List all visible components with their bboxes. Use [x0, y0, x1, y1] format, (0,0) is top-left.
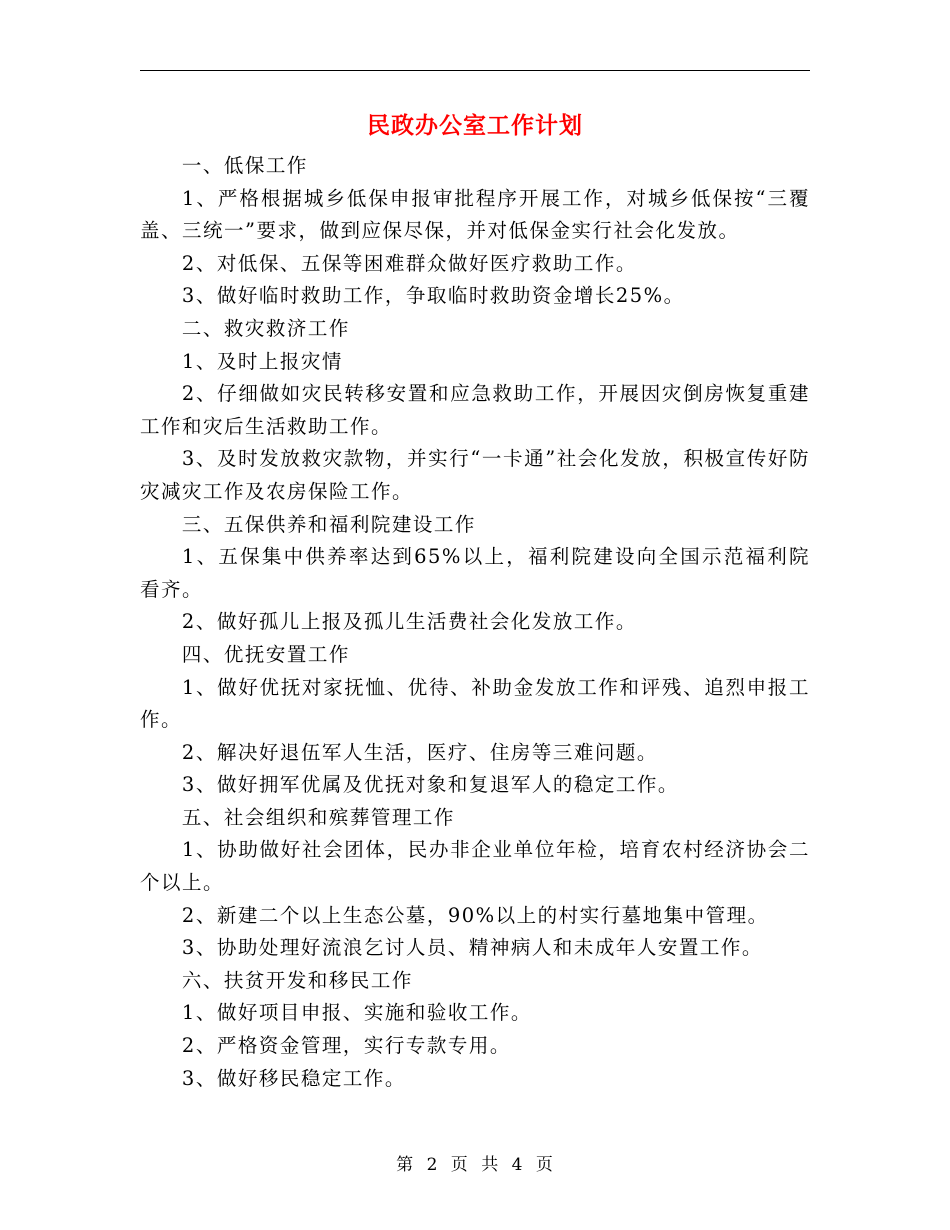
- document-title: 民政办公室工作计划: [367, 112, 583, 139]
- paragraph: 2、对低保、五保等困难群众做好医疗救助工作。: [181, 251, 637, 275]
- paragraph: 2、仔细做如灾民转移安置和应急救助工作，开展因灾倒房恢复重建工作和灾后生活救助工作。: [140, 382, 810, 438]
- section-heading-welfare-home: 三、五保供养和福利院建设工作: [181, 512, 476, 536]
- paragraph: 1、做好项目申报、实施和验收工作。: [181, 1001, 532, 1025]
- paragraph: 1、协助做好社会团体，民办非企业单位年检，培育农村经济协会二个以上。: [140, 838, 810, 895]
- section-heading-subsistence: 一、低保工作: [181, 154, 308, 177]
- footer-suffix: 页: [535, 1155, 554, 1175]
- page-footer: [140, 1152, 810, 1178]
- paragraph: 1、做好优抚对家抚恤、优待、补助金发放工作和评残、追烈申报工作。: [140, 675, 810, 732]
- footer-prefix: 第: [396, 1155, 415, 1175]
- paragraph: 3、做好临时救助工作，争取临时救助资金增长25%。: [181, 284, 685, 308]
- footer-page-word: 页: [450, 1155, 469, 1175]
- current-page-number: 2: [426, 1155, 439, 1175]
- total-pages-number: 4: [511, 1155, 524, 1175]
- document-body: [140, 150, 810, 1095]
- paragraph: 2、严格资金管理，实行专款专用。: [181, 1034, 511, 1058]
- paragraph: 3、及时发放救灾款物，并实行“一卡通”社会化发放，积极宣传好防灾减灾工作及农房保险工作。: [140, 447, 810, 503]
- paragraph: 1、严格根据城乡低保申报审批程序开展工作，对城乡低保按“三覆盖、三统一”要求，做到应保尽保，并对低保金实行社会化发放。: [140, 186, 810, 243]
- paragraph: 2、做好孤儿上报及孤儿生活费社会化发放工作。: [181, 610, 637, 634]
- header-rule: [140, 70, 810, 71]
- section-heading-poverty-alleviation: 六、扶贫开发和移民工作: [181, 968, 413, 992]
- paragraph: 2、解决好退伍军人生活，医疗、住房等三难问题。: [181, 740, 658, 764]
- section-heading-disaster-relief: 二、救灾救济工作: [181, 316, 350, 340]
- section-heading-veterans: 四、优抚安置工作: [181, 642, 350, 666]
- paragraph: 2、新建二个以上生态公墓，90%以上的村实行墓地集中管理。: [181, 903, 769, 927]
- section-heading-social-organizations: 五、社会组织和殡葬管理工作: [181, 805, 455, 829]
- paragraph: 3、协助处理好流浪乞讨人员、精神病人和未成年人安置工作。: [181, 936, 763, 960]
- paragraph: 1、及时上报灾情: [181, 349, 343, 373]
- footer-total-word: 共: [481, 1155, 500, 1175]
- paragraph: 1、五保集中供养率达到65%以上，福利院建设向全国示范福利院看齐。: [140, 545, 810, 601]
- paragraph: 3、做好拥军优属及优抚对象和复退军人的稳定工作。: [181, 773, 679, 797]
- paragraph: 3、做好移民稳定工作。: [181, 1066, 406, 1090]
